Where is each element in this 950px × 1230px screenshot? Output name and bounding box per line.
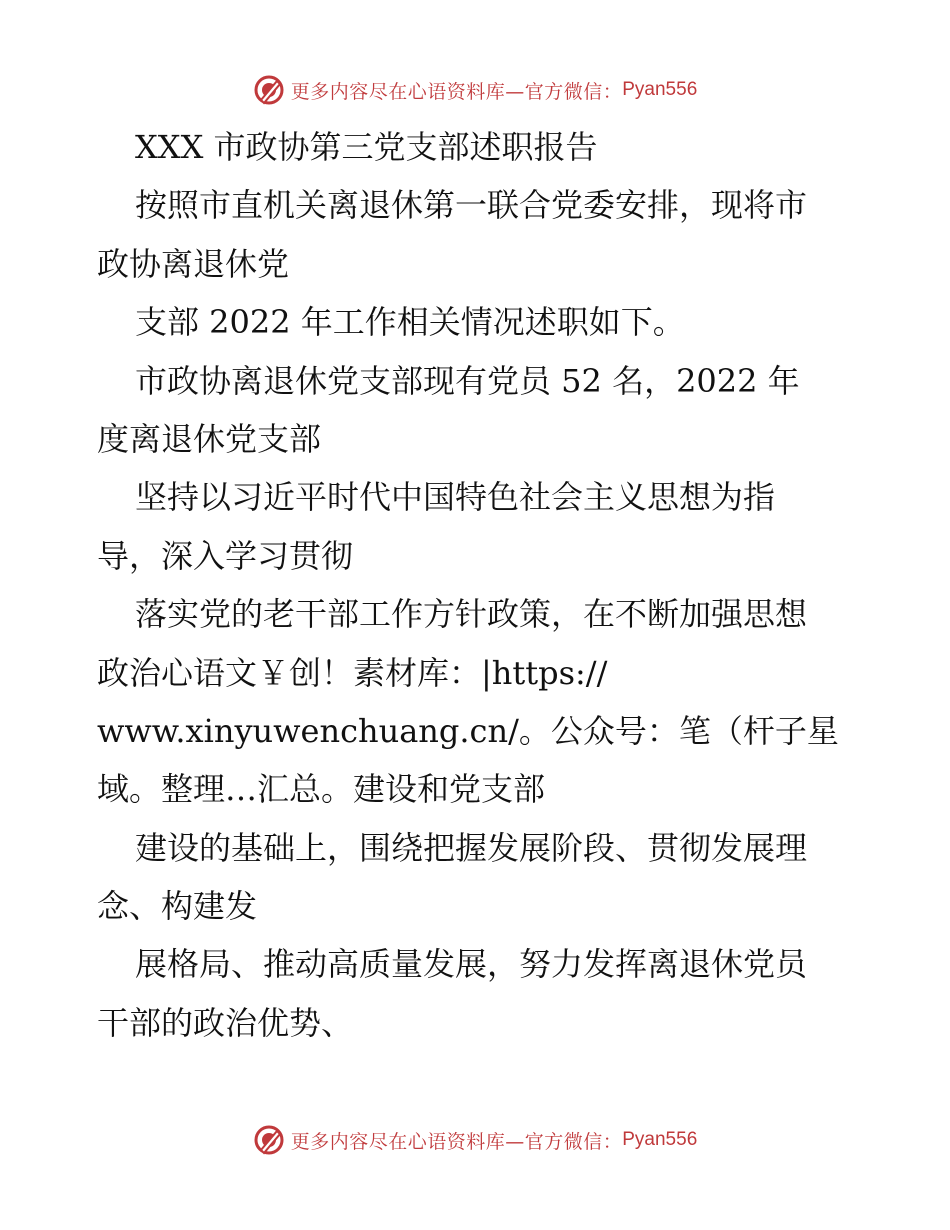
pen-logo-icon: [253, 1124, 285, 1156]
paragraph-line: 市政协离退休党支部现有党员 52 名，2022 年: [135, 361, 800, 400]
paragraph-line: 政治心语文￥创！素材库：|https://: [97, 653, 608, 692]
paragraph-line: 按照市直机关离退休第一联合党委安排，现将市: [135, 186, 808, 225]
paragraph-line: 度离退休党支部: [97, 419, 322, 458]
watermark-wechat-id: Pyan556: [622, 79, 698, 100]
watermark-text: 更多内容尽在心语资料库—官方微信：: [290, 1130, 623, 1153]
paragraph-line: 导，深入学习贯彻: [97, 536, 354, 575]
paragraph-line: 干部的政治优势、: [97, 1003, 354, 1042]
footer-watermark: [0, 1120, 950, 1160]
paragraph-line: 政协离退休党: [97, 244, 290, 283]
paragraph-line: 支部 2022 年工作相关情况述职如下。: [135, 303, 685, 342]
paragraph-line: 建设的基础上，围绕把握发展阶段、贯彻发展理: [135, 828, 808, 867]
document-body: [97, 118, 857, 1052]
paragraph-line: 展格局、推动高质量发展，努力发挥离退休党员: [135, 945, 808, 984]
watermark-text: 更多内容尽在心语资料库—官方微信：: [290, 80, 623, 103]
watermark-wechat-id: Pyan556: [622, 1129, 698, 1150]
paragraph-line: 念、构建发: [97, 887, 258, 926]
paragraph-line: 落实党的老干部工作方针政策，在不断加强思想: [135, 595, 808, 634]
pen-logo-icon: [253, 74, 285, 106]
document-title: XXX 市政协第三党支部述职报告: [135, 128, 598, 166]
paragraph-line: 域。整理…汇总。建设和党支部: [97, 770, 546, 809]
paragraph-line: www.xinyuwenchuang.cn/。公众号：笔（杆子星: [97, 711, 839, 750]
paragraph-line: 坚持以习近平时代中国特色社会主义思想为指: [135, 478, 776, 517]
header-watermark: [0, 70, 950, 110]
